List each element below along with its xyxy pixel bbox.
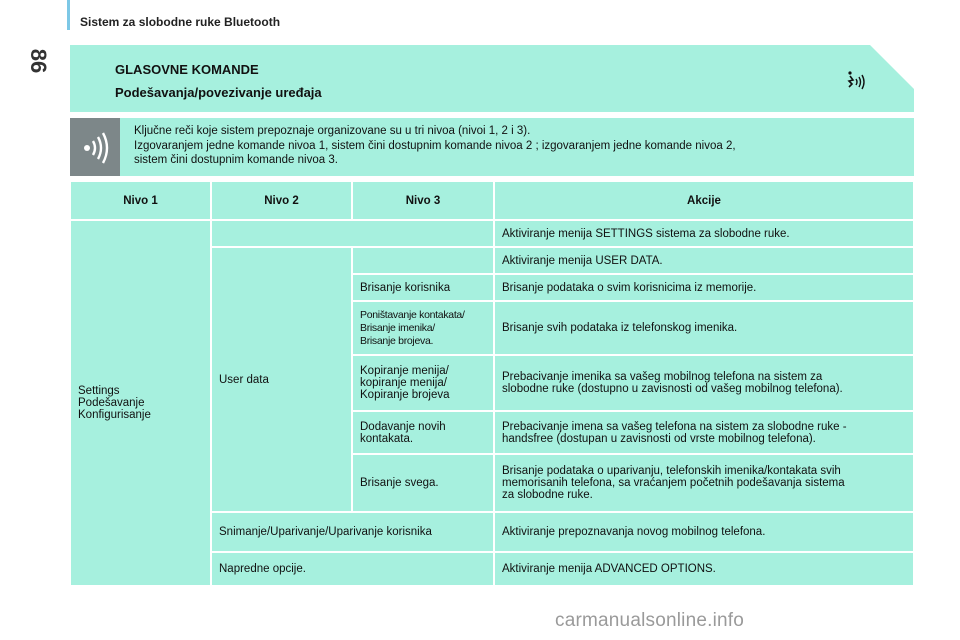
action-line: slobodne ruke (dostupno u zavisnosti od vašeg mobilnog telefona). — [502, 383, 843, 395]
accent-bar — [67, 0, 70, 30]
level3-line: kontakata. — [360, 432, 414, 445]
action-line: Prebacivanje imena sa vašeg telefona na sistem za slobodne ruke - — [502, 420, 847, 433]
column-header: Nivo 1 — [70, 181, 211, 220]
level3-cell: Brisanje korisnika — [352, 274, 494, 301]
table-row — [70, 220, 914, 247]
section-subtitle: Podešavanja/povezivanje uređaja — [115, 85, 322, 100]
empty-cell — [211, 220, 494, 247]
action-cell: Aktiviranje prepoznavanja novog mobilnog telefona. — [494, 512, 914, 552]
level1-keyword: Settings — [78, 385, 120, 397]
level3-line: kopiranje menija/ — [360, 377, 447, 389]
intro-line: sistem čini dostupnim komande nivoa 3. — [134, 154, 338, 166]
running-head: Sistem za slobodne ruke Bluetooth — [80, 15, 281, 29]
action-line: memorisanih telefona, sa vraćanjem početnih podešavanja sistema — [502, 477, 845, 489]
level2-cell: Napredne opcije. — [211, 552, 494, 586]
level3-cell — [352, 355, 494, 411]
column-header: Nivo 2 — [211, 181, 352, 220]
action-line: za slobodne ruke. — [502, 489, 593, 501]
table-header-row — [70, 181, 914, 220]
action-cell: Brisanje podataka o svim korisnicima iz memorije. — [494, 274, 914, 301]
level3-cell — [352, 301, 494, 355]
action-cell — [494, 355, 914, 411]
watermark: carmanualsonline.info — [555, 610, 745, 631]
section-title: GLASOVNE KOMANDE — [115, 62, 259, 77]
sound-waves-icon — [70, 118, 122, 176]
page-number: 86 — [26, 48, 51, 74]
level2-cell: Snimanje/Uparivanje/Uparivanje korisnika — [211, 512, 494, 552]
intro-line: Izgovaranjem jedne komande nivoa 1, sistem čini dostupnim komande nivoa 2 ; izgovaranjem jedne komande nivoa 2, — [134, 139, 736, 152]
level3-line: Dodavanje novih — [360, 420, 446, 433]
action-line: Brisanje podataka o uparivanju, telefonskih imenika/kontakata svih — [502, 465, 841, 477]
level2-cell: User data — [211, 247, 352, 512]
level3-cell — [352, 411, 494, 454]
level3-line: Kopiranje brojeva — [360, 389, 450, 401]
action-cell — [494, 454, 914, 512]
action-cell: Aktiviranje menija SETTINGS sistema za slobodne ruke. — [494, 220, 914, 247]
intro-text — [120, 118, 914, 176]
level3-line: Poništavanje kontakata/ — [360, 308, 465, 321]
voice-commands-table — [70, 181, 914, 586]
level3-line: Brisanje brojeva. — [360, 334, 434, 347]
column-header: Akcije — [494, 181, 914, 220]
empty-cell — [352, 247, 494, 274]
column-header: Nivo 3 — [352, 181, 494, 220]
section-header-band — [70, 45, 914, 112]
action-cell: Brisanje svih podataka iz telefonskog imenika. — [494, 301, 914, 355]
intro-icon-box — [70, 118, 122, 176]
level1-keyword: Konfigurisanje — [78, 409, 151, 421]
level3-line: Brisanje imenika/ — [360, 321, 435, 334]
level1-keyword: Podešavanje — [78, 397, 145, 409]
action-cell: Aktiviranje menija ADVANCED OPTIONS. — [494, 552, 914, 586]
level3-line: Kopiranje menija/ — [360, 365, 449, 377]
action-cell — [494, 411, 914, 454]
intro-line: Ključne reči koje sistem prepoznaje organizovane su u tri nivoa (nivoi 1, 2 i 3). — [134, 125, 531, 137]
intro-block — [70, 118, 914, 176]
level1-cell — [70, 220, 211, 586]
action-cell: Aktiviranje menija USER DATA. — [494, 247, 914, 274]
voice-command-icon — [843, 68, 871, 96]
action-line: Prebacivanje imenika sa vašeg mobilnog telefona na sistem za — [502, 371, 823, 383]
action-line: handsfree (dostupan u zavisnosti od vrste mobilnog telefona). — [502, 432, 816, 445]
level3-cell: Brisanje svega. — [352, 454, 494, 512]
